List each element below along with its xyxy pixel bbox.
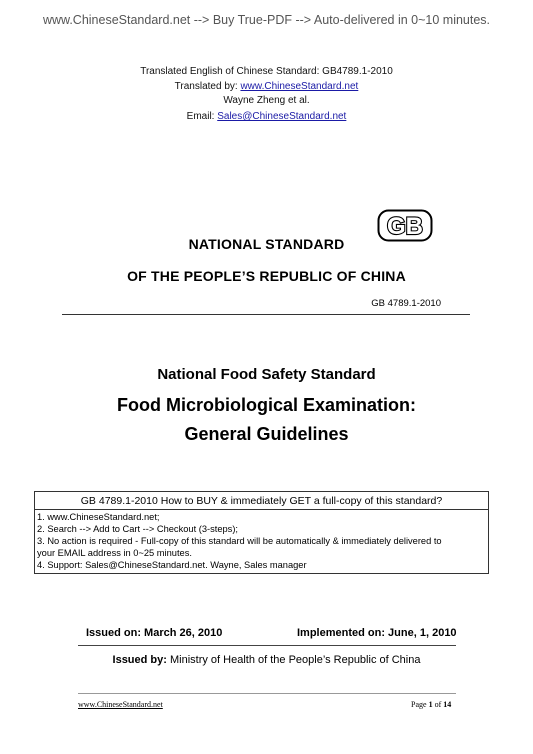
dates-divider <box>78 645 456 646</box>
email-link[interactable]: Sales@ChineseStandard.net <box>217 111 347 122</box>
purchase-step-3-cont: your EMAIL address in 0~25 minutes. <box>37 548 192 558</box>
gb-logo-text: GB <box>387 213 423 240</box>
footer-site-link[interactable]: www.ChineseStandard.net <box>78 700 163 709</box>
purchase-info-box <box>34 491 489 574</box>
doc-subtitle: General Guidelines <box>184 424 349 444</box>
page-total: 14 <box>443 700 452 709</box>
issued-by-value: Ministry of Health of the People’s Republic of China <box>166 654 421 666</box>
issued-by-line <box>0 654 533 666</box>
email-line <box>0 111 533 122</box>
purchase-step-4: 4. Support: Sales@ChineseStandard.net. Wayne, Sales manager <box>37 560 307 570</box>
top-banner: www.ChineseStandard.net --> Buy True-PDF --> Auto-delivered in 0~10 minutes. <box>42 13 491 27</box>
doc-category-title: National Food Safety Standard <box>157 366 376 383</box>
purchase-box-divider <box>35 509 488 510</box>
translator-names: Wayne Zheng et al. <box>223 95 310 106</box>
translator-label: Translated by: <box>174 81 241 92</box>
header-divider <box>62 314 470 315</box>
purchase-step-1: 1. www.ChineseStandard.net; <box>37 512 160 522</box>
prc-title: OF THE PEOPLE’S REPUBLIC OF CHINA <box>127 268 406 284</box>
footer-divider <box>78 693 456 694</box>
national-standard-title: NATIONAL STANDARD <box>188 236 345 252</box>
issued-by-label: Issued by: <box>112 654 167 666</box>
purchase-box-title: GB 4789.1-2010 How to BUY & immediately GET a full-copy of this standard? <box>80 495 443 507</box>
standard-code: GB 4789.1-2010 <box>371 298 441 309</box>
page-current: 1 <box>428 700 433 709</box>
translator-link[interactable]: www.ChineseStandard.net <box>240 81 359 92</box>
page-prefix: Page <box>411 700 429 709</box>
translation-line: Translated English of Chinese Standard: GB4789.1-2010 <box>140 66 393 77</box>
page-number <box>411 700 451 709</box>
email-label: Email: <box>186 111 218 122</box>
purchase-step-2: 2. Search --> Add to Cart --> Checkout (3-steps); <box>37 524 238 534</box>
translator-line <box>0 81 533 92</box>
page-of: of <box>432 700 444 709</box>
doc-main-title: Food Microbiological Examination: <box>116 395 416 415</box>
issued-date: Issued on: March 26, 2010 <box>86 627 223 639</box>
purchase-step-3: 3. No action is required - Full-copy of this standard will be automatically & immediately delivered to <box>37 536 442 546</box>
implemented-date: Implemented on: June, 1, 2010 <box>297 627 457 639</box>
